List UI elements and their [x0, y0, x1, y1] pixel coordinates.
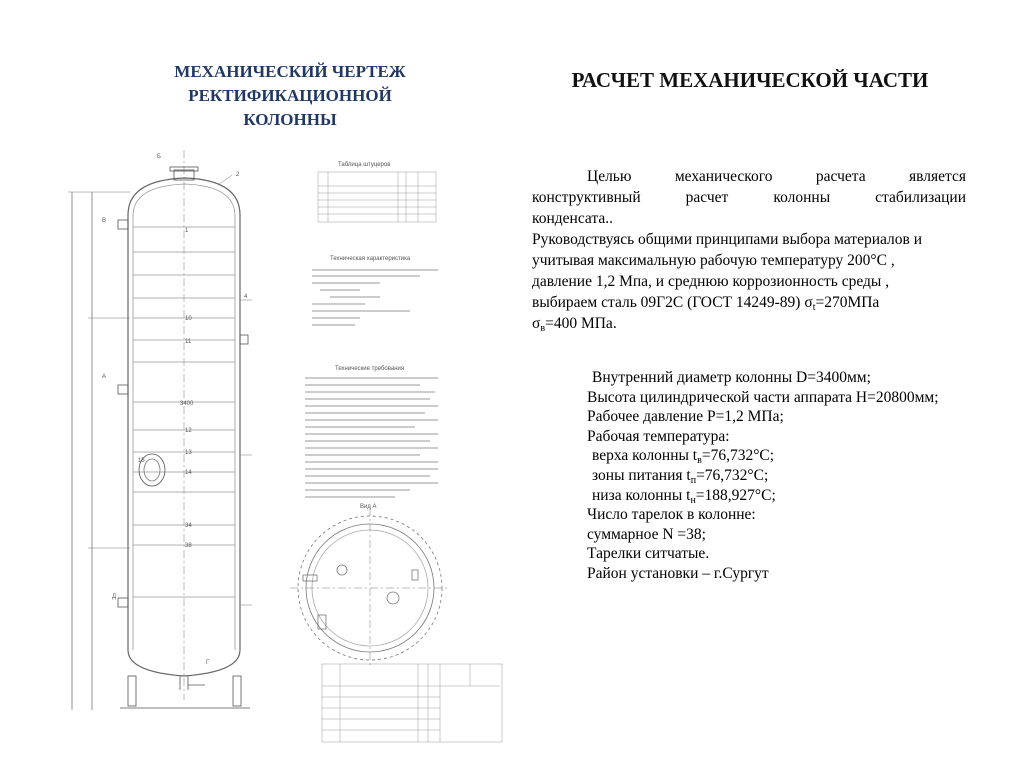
tray-number: 12 [185, 428, 192, 434]
label: Б [157, 154, 161, 160]
text-line: Целью механического расчета является [587, 168, 966, 185]
tray-number: 11 [185, 339, 192, 345]
support-leg [128, 676, 136, 706]
tray-number: 1 [185, 228, 189, 234]
tray-number: 38 [185, 543, 192, 549]
text: =76,732°C; [701, 447, 775, 465]
subscript: в [540, 323, 546, 334]
dimension-label: 3400 [180, 401, 194, 407]
spec-height: Высота цилиндрической части аппарата H=20800мм; [587, 388, 939, 406]
text-line: давление 1,2 Мпа, и среднюю коррозионность среды , [532, 273, 890, 290]
text: =400 МПа. [545, 315, 617, 332]
section-title: Техническая характеристика [330, 256, 411, 262]
tray-number: 13 [185, 450, 192, 456]
text: верха колонны t [592, 447, 698, 465]
text-line [532, 292, 966, 313]
text-line: конденсата.. [532, 210, 613, 227]
label: Д [112, 594, 117, 600]
tray-number: 10 [185, 316, 192, 322]
spec-temp-feed [587, 466, 987, 486]
section-title: Технические требования [335, 366, 405, 372]
tray-number: 4 [244, 294, 248, 300]
text: =76,732°C; [696, 466, 769, 484]
tech-text-lines [305, 270, 438, 497]
page-title: РАСЧЕТ МЕХАНИЧЕСКОЙ ЧАСТИ [571, 68, 929, 92]
spec-diameter: Внутренний диаметр колонны D=3400мм; [592, 369, 871, 386]
view-label: Вид А [360, 504, 377, 510]
spec-trays-total: суммарное N =38; [587, 525, 706, 543]
subscript: п [690, 474, 697, 486]
tray-number: 14 [185, 470, 192, 476]
spec-trays-label: Число тарелок в колонне: [587, 506, 756, 524]
text: выбираем сталь 09Г2С (ГОСТ 14249-89) σ [532, 294, 813, 311]
specs-list [587, 368, 987, 584]
text-line: учитывая максимальную рабочую температуру 200°C , [532, 252, 895, 269]
spec-temp-top [587, 446, 987, 466]
drawing-title-line: МЕХАНИЧЕСКИЙ ЧЕРТЕЖ [174, 62, 406, 81]
spec-table [322, 664, 502, 742]
tray-number: 2 [236, 172, 240, 178]
subscript: н [690, 494, 696, 506]
plan-view [290, 508, 450, 668]
text-line: Руководствуясь общими принципами выбора материалов и [532, 231, 922, 248]
spec-temp-label: Рабочая температура: [587, 427, 730, 445]
spec-tray-type: Тарелки ситчатые. [587, 545, 710, 563]
drawing-title-line: РЕКТИФИКАЦИОННОЙ [188, 86, 392, 105]
tray-number: 34 [185, 523, 192, 529]
nozzle-table [318, 172, 436, 222]
label: Г [206, 660, 210, 666]
support-leg [233, 676, 241, 706]
text: =270МПа [815, 294, 880, 311]
drawing-labels [102, 154, 411, 666]
text: низа колонны t [592, 486, 691, 504]
spec-temp-bottom [587, 486, 987, 506]
table-title: Таблица штуцеров [338, 162, 391, 168]
tray-number: 15 [138, 458, 145, 464]
text-line [532, 313, 966, 334]
text-line: конструктивный расчет колонны стабилизации [532, 189, 966, 206]
intro-paragraph [532, 166, 966, 334]
subscript: в [697, 455, 702, 467]
spec-pressure: Рабочее давление P=1,2 МПа; [587, 408, 784, 426]
subscript: t [812, 302, 816, 313]
drawing-title-line: КОЛОННЫ [243, 110, 337, 129]
text: зоны питания t [592, 466, 691, 484]
label: А [102, 374, 107, 380]
text: =188,927°C; [695, 486, 776, 504]
text: σ [532, 315, 541, 332]
label: В [102, 218, 107, 224]
spec-location: Район установки – г.Сургут [587, 564, 769, 582]
